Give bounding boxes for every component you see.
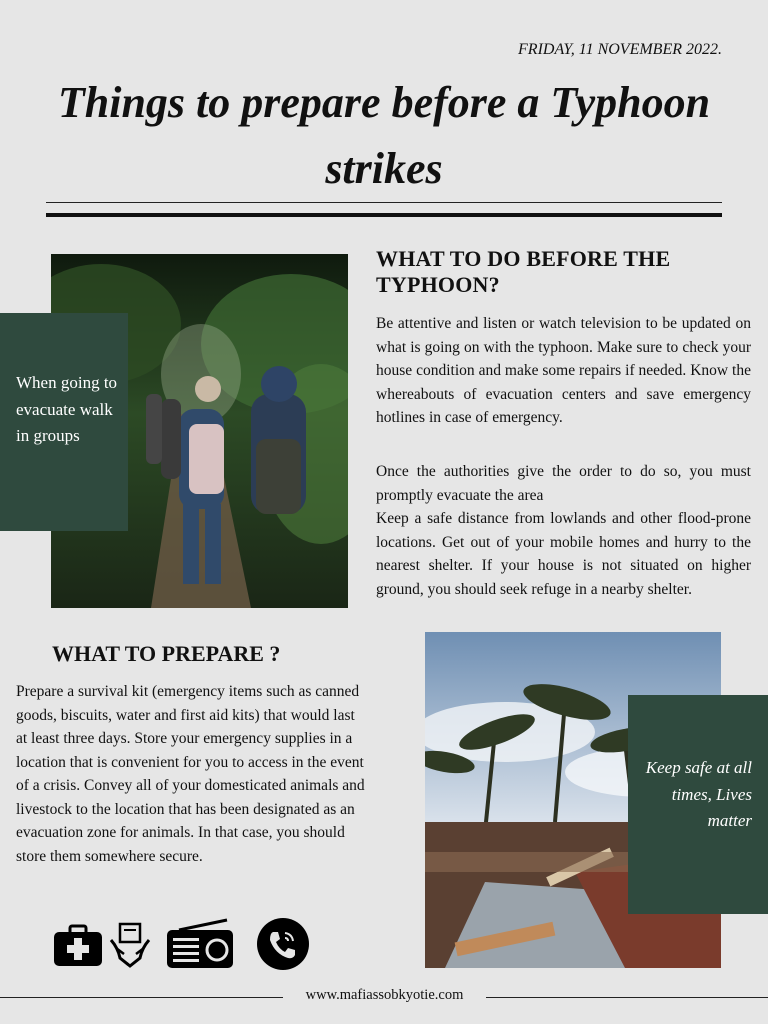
radio-icon xyxy=(165,918,235,970)
relief-goods-icon xyxy=(108,918,152,970)
title-divider-thick xyxy=(46,213,722,217)
footer-line-right xyxy=(486,997,768,998)
section-prepare-heading: WHAT TO PREPARE ? xyxy=(52,641,281,666)
callout-right-text: Keep safe at all times, Lives matter xyxy=(645,758,752,830)
section-before-heading: WHAT TO DO BEFORE THE TYPHOON? xyxy=(376,246,671,297)
issue-date: FRIDAY, 11 NOVEMBER 2022. xyxy=(518,41,722,58)
section-prepare-paragraph: Prepare a survival kit (emergency items such as canned goods, biscuits, water and first aid kits) that would last at least three days. Store your emergency supplies in a location that is convenient for you to access in the event of a crisis. Convey all of your domesticated animals and livestock to the location that has been designated as an evacuation zone for animals. In that case, you should store them somewhere secure. xyxy=(16,683,365,865)
safe-distance-paragraph: Keep a safe distance from lowlands and other flood-prone locations. Get out of your mobile homes and hurry to the nearest shelter. If your house is not situated on higher ground, you should seek refuge in a nearby shelter. xyxy=(376,510,751,598)
phone-icon xyxy=(255,918,311,970)
evacuate-paragraph: Once the authorities give the order to do so, you must promptly evacuate the area xyxy=(376,463,751,504)
page-title: Things to prepare before a Typhoon strikes xyxy=(57,78,711,193)
first-aid-kit-icon xyxy=(52,918,104,970)
section-before-paragraph-2 xyxy=(376,460,751,601)
footer-line-left xyxy=(0,997,283,998)
footer-url: www.mafiassobkyotie.com xyxy=(305,987,464,1003)
title-divider-thin xyxy=(46,202,722,203)
section-before-paragraph-1: Be attentive and listen or watch television to be updated on what is going on with the typhoon. Make sure to check your house condition and make some repairs if needed. Know the whereabouts of evacuation centers and save emergency hotlines in case of emergency. xyxy=(376,315,751,426)
callout-left-text: When going to evacuate walk in groups xyxy=(16,373,118,445)
